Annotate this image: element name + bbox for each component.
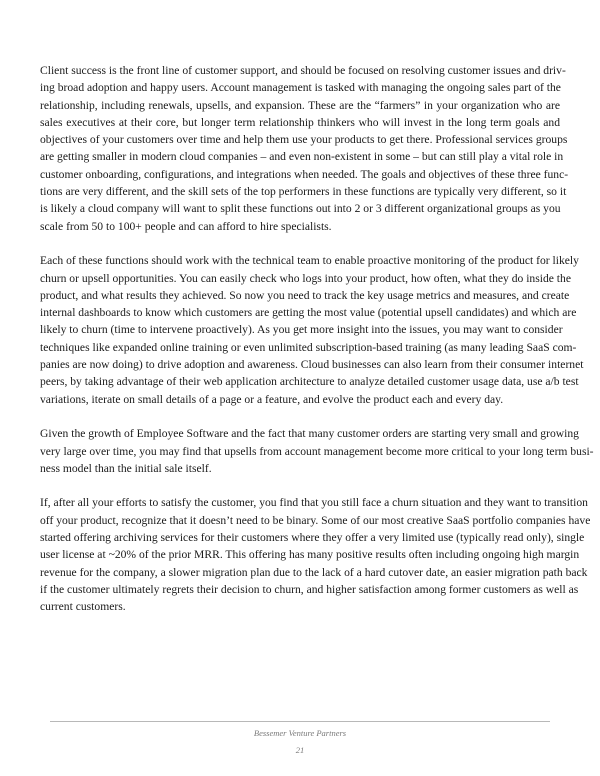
paragraph-churn xyxy=(40,494,591,615)
text-line: started offering archiving services for their customers where they offer a very limited use (typically read only), single xyxy=(40,531,585,545)
paragraph-upsells xyxy=(40,425,594,477)
text-line: revenue for the company, a slower migration plan due to the lack of a hard cutover date, an easier migration path back xyxy=(40,565,588,579)
text-line: is likely a cloud company will want to split these functions out into 2 or 3 different organizational groups as you xyxy=(40,202,561,216)
text-line: techniques like expanded online training or even unlimited subscription-based training (as many leading SaaS com- xyxy=(40,340,577,354)
text-line: customer onboarding, configurations, and integrations when needed. The goals and objectives of these three func- xyxy=(40,167,569,181)
text-line: product, and what results they achieved. So now you need to track the key usage metrics and measures, and create xyxy=(40,288,570,302)
text-line: tions are very different, and the skill sets of the top performers in these functions are typically very different, so it xyxy=(40,185,567,199)
text-line: internal dashboards to know which customers are getting the most value (potential upsell candidates) and which are xyxy=(40,306,577,320)
text-line: panies are now doing) to drive adoption and awareness. Cloud businesses can also learn from their consumer internet xyxy=(40,358,584,372)
text-line: user license at ~20% of the prior MRR. This offering has many positive results often including ongoing high margin xyxy=(40,548,580,562)
text-line: If, after all your efforts to satisfy the customer, you find that you still face a churn situation and they want to transition xyxy=(40,496,588,510)
text-line: current customers. xyxy=(40,600,126,614)
paragraph-monitoring xyxy=(40,252,584,408)
text-line: scale from 50 to 100+ people and can afford to hire specialists. xyxy=(40,219,332,233)
text-line: objectives of your customers over time and help them use your products to get there. Professional services groups xyxy=(40,133,568,147)
text-line: sales executives at their core, but longer term relationship thinkers who will invest in the long term goals and xyxy=(40,115,560,129)
text-line: likely to churn (time to intervene proactively). As you get more insight into the issues, you may want to consider xyxy=(40,323,563,337)
page-number: 21 xyxy=(295,745,305,755)
text-line: very large over time, you may find that upsells from account management become more critical to your long term busi- xyxy=(40,444,594,458)
text-line: variations, iterate on small details of a page or a feature, and evolve the product each and every day. xyxy=(40,392,504,406)
footer-divider xyxy=(50,721,550,722)
text-line: churn or upsell opportunities. You can easily check who logs into your product, how often, what they do inside the xyxy=(40,271,571,285)
text-line: peers, by taking advantage of their web application architecture to analyze detailed customer usage data, use a/b test xyxy=(40,375,579,389)
text-line: ing broad adoption and happy users. Account management is tasked with managing the ongoing sales part of the xyxy=(40,81,561,95)
text-line: if the customer ultimately regrets their decision to churn, and higher satisfaction among former customers as well as xyxy=(40,582,579,596)
paragraph-client-success xyxy=(40,62,569,235)
footer-organization: Bessemer Venture Partners xyxy=(253,728,347,738)
body-text xyxy=(40,62,594,633)
text-line: are getting smaller in modern cloud companies – and even non-existent in some – but can still play a vital role in xyxy=(40,150,564,164)
text-line: Each of these functions should work with the technical team to enable proactive monitoring of the product for likely xyxy=(40,254,579,268)
text-line: off your product, recognize that it doesn’t need to be binary. Some of our most creative SaaS portfolio companies have xyxy=(40,513,591,527)
text-line: Given the growth of Employee Software and the fact that many customer orders are starting very small and growing xyxy=(40,427,579,441)
text-line: ness model than the initial sale itself. xyxy=(40,461,212,475)
text-line: Client success is the front line of customer support, and should be focused on resolving customer issues and driv- xyxy=(40,64,566,77)
text-line: relationship, including renewals, upsells, and expansion. These are the “farmers” in your organization who are xyxy=(40,98,560,112)
